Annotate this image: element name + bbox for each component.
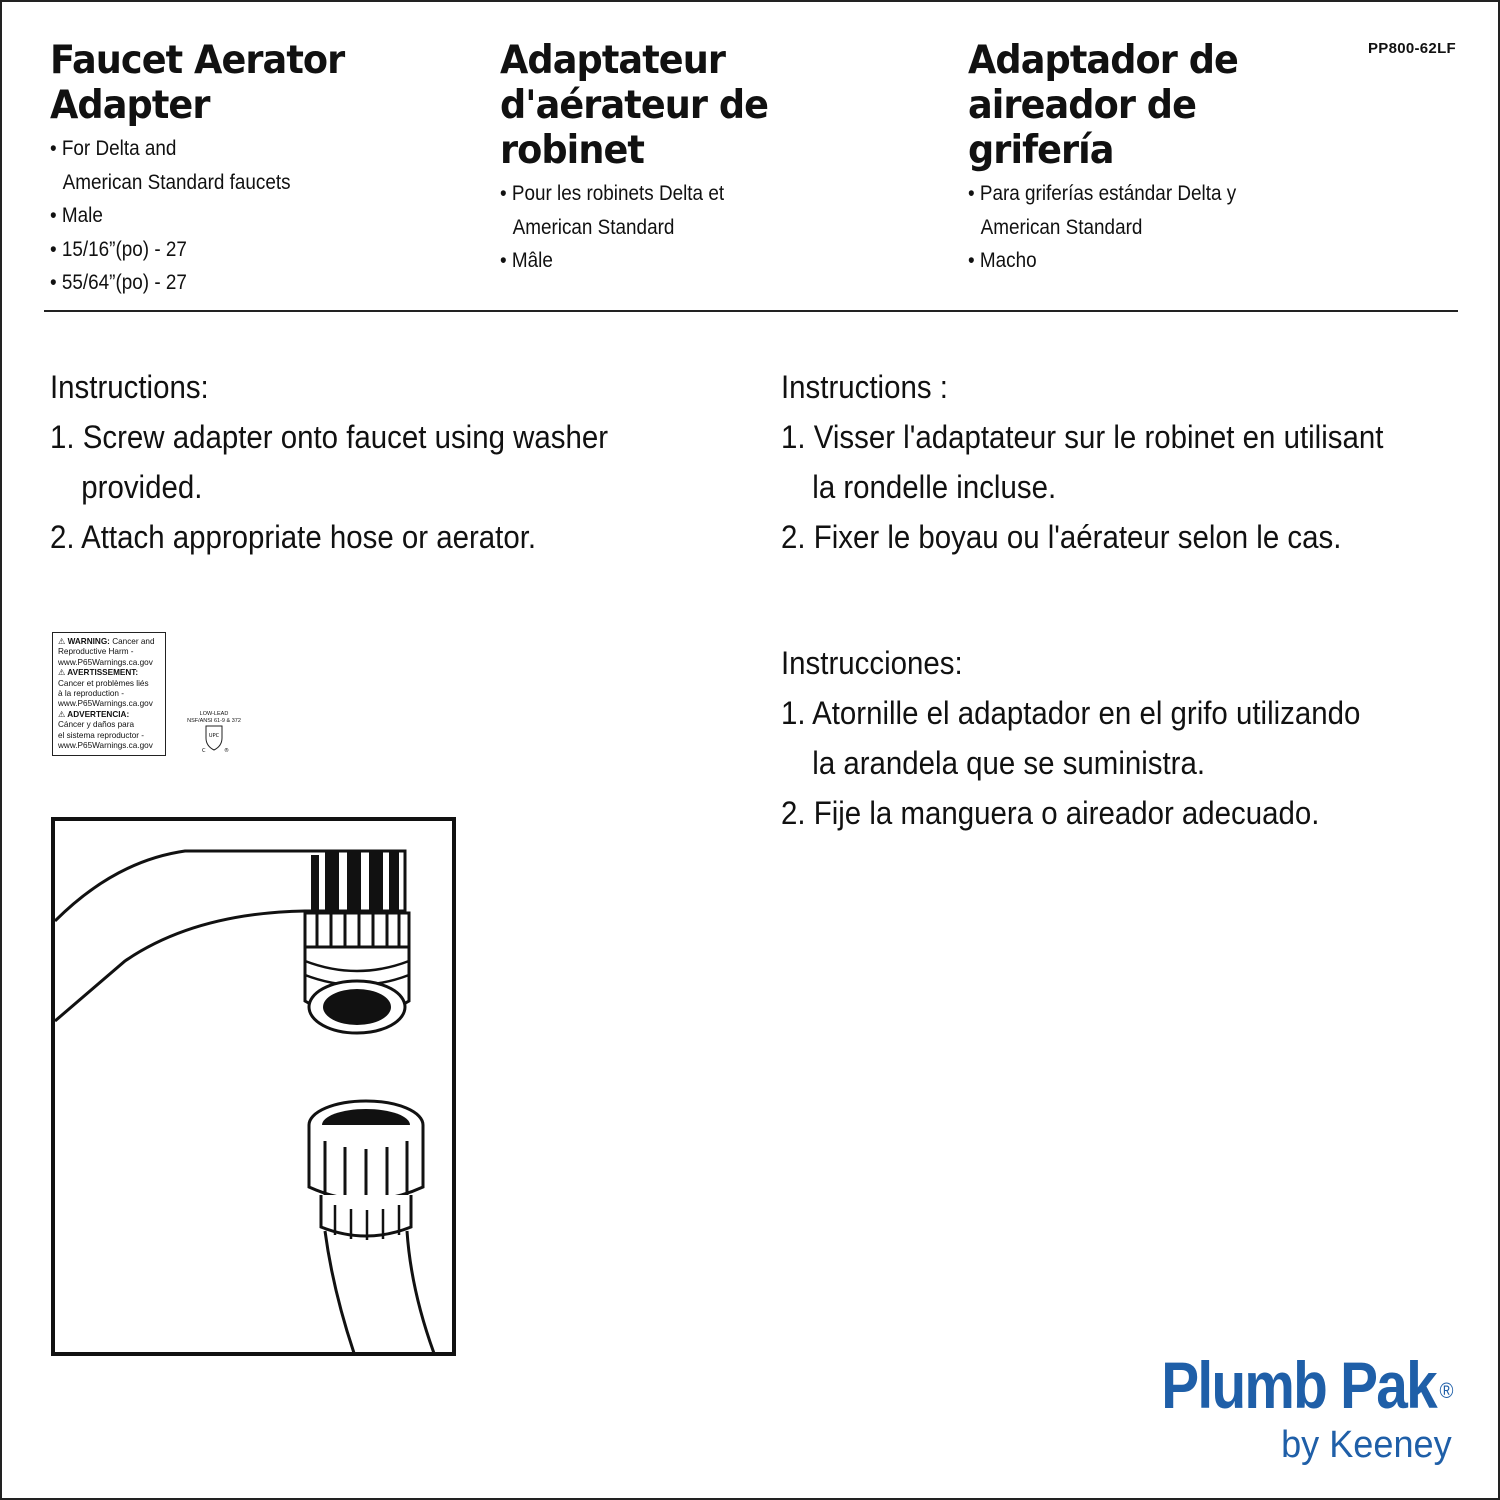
spanish-title-line: Adaptador de — [968, 38, 1238, 83]
spanish-features — [968, 177, 1388, 278]
feature-item: • Pour les robinets Delta et American Standard — [500, 182, 725, 239]
feature-item: • Para griferías estándar Delta y American Standard — [968, 182, 1237, 239]
warning-line: à la reproduction - — [58, 689, 124, 699]
warning-line: Reproductive Harm - — [58, 647, 134, 657]
hose-right-edge — [407, 1231, 435, 1352]
adapter-knurl — [305, 913, 409, 947]
instruction-step: 2. Fije la manguera o aireador adecuado. — [781, 795, 1320, 831]
cert-c-mark: C — [202, 748, 206, 754]
french-title — [500, 38, 914, 173]
brand-name: Plumb Pak ® — [1161, 1348, 1452, 1422]
upc-shield-icon — [186, 724, 242, 756]
instruction-step: 1. Screw adapter onto faucet using washer provided. — [50, 419, 609, 505]
warning-line: www.P65Warnings.ca.gov — [58, 657, 153, 667]
cert-r-mark: ® — [224, 748, 229, 754]
instructions-heading: Instructions: — [50, 369, 209, 405]
cert-line: NSF/ANSI 61-9 & 372 — [187, 717, 241, 724]
feature-item: • Macho — [968, 249, 1037, 272]
feature-item: • 15/16”(po) - 27 — [50, 237, 187, 261]
warning-line: Cáncer y daños para — [58, 720, 135, 730]
instruction-step: 1. Visser l'adaptateur sur le robinet en utilisant la rondelle incluse. — [781, 419, 1384, 505]
cert-line: LOW-LEAD — [199, 711, 229, 717]
french-title-line: d'aérateur de — [500, 83, 769, 128]
french-features — [500, 177, 940, 278]
french-header — [500, 38, 940, 278]
instruction-step: 2. Fixer le boyau ou l'aérateur selon le cas. — [781, 519, 1342, 555]
header-divider — [44, 310, 1458, 312]
instructions-heading: Instrucciones: — [781, 645, 963, 681]
warning-line: ⚠ AVERTISSEMENT: — [58, 668, 139, 678]
warning-line: www.P65Warnings.ca.gov — [58, 741, 153, 751]
instruction-step: 2. Attach appropriate hose or aerator. — [50, 519, 537, 555]
hose-left-edge — [325, 1231, 355, 1352]
spanish-title — [968, 38, 1363, 173]
faucet-hose-drawing — [55, 821, 452, 1352]
adapter-opening — [323, 989, 391, 1025]
instructions-heading: Instructions : — [781, 369, 948, 405]
spanish-title-line: grifería — [968, 128, 1114, 173]
prop65-warning-label — [52, 632, 166, 756]
feature-item: • 55/64”(po) - 27 — [50, 271, 187, 294]
warning-line: ⚠ ADVERTENCIA: — [58, 709, 130, 719]
english-header — [50, 38, 450, 300]
warning-line: ⚠ WARNING: Cancer and — [58, 637, 155, 646]
warning-line: Cancer et problèmes liés — [58, 678, 149, 688]
feature-item: • Mâle — [500, 249, 553, 272]
brand-logo — [1114, 1345, 1452, 1465]
english-features — [50, 132, 450, 300]
warning-line: www.P65Warnings.ca.gov — [58, 699, 153, 709]
installation-illustration — [51, 817, 456, 1356]
french-title-line: robinet — [500, 128, 644, 173]
english-title-line: Adapter — [50, 83, 210, 128]
english-title — [50, 38, 426, 128]
spanish-title-line: aireador de — [968, 83, 1197, 128]
feature-item: • Male — [50, 204, 103, 227]
french-instructions — [781, 362, 1383, 562]
brand-byline: by Keeney — [1281, 1424, 1452, 1466]
feature-item: • For Delta and American Standard faucets — [50, 137, 291, 194]
spanish-instructions — [781, 638, 1360, 838]
english-title-line: Faucet Aerator — [50, 38, 345, 83]
french-title-line: Adaptateur — [500, 38, 726, 83]
instruction-step: 1. Atornille el adaptador en el grifo utilizando la arandela que se suministra. — [781, 695, 1361, 781]
english-instructions — [50, 362, 608, 562]
product-code: PP800-62LF — [1367, 40, 1456, 57]
warning-line: el sistema reproductor - — [58, 730, 145, 740]
spanish-header — [968, 38, 1388, 278]
upc-mark-text: UPC — [208, 733, 220, 739]
low-lead-certification — [186, 711, 242, 759]
